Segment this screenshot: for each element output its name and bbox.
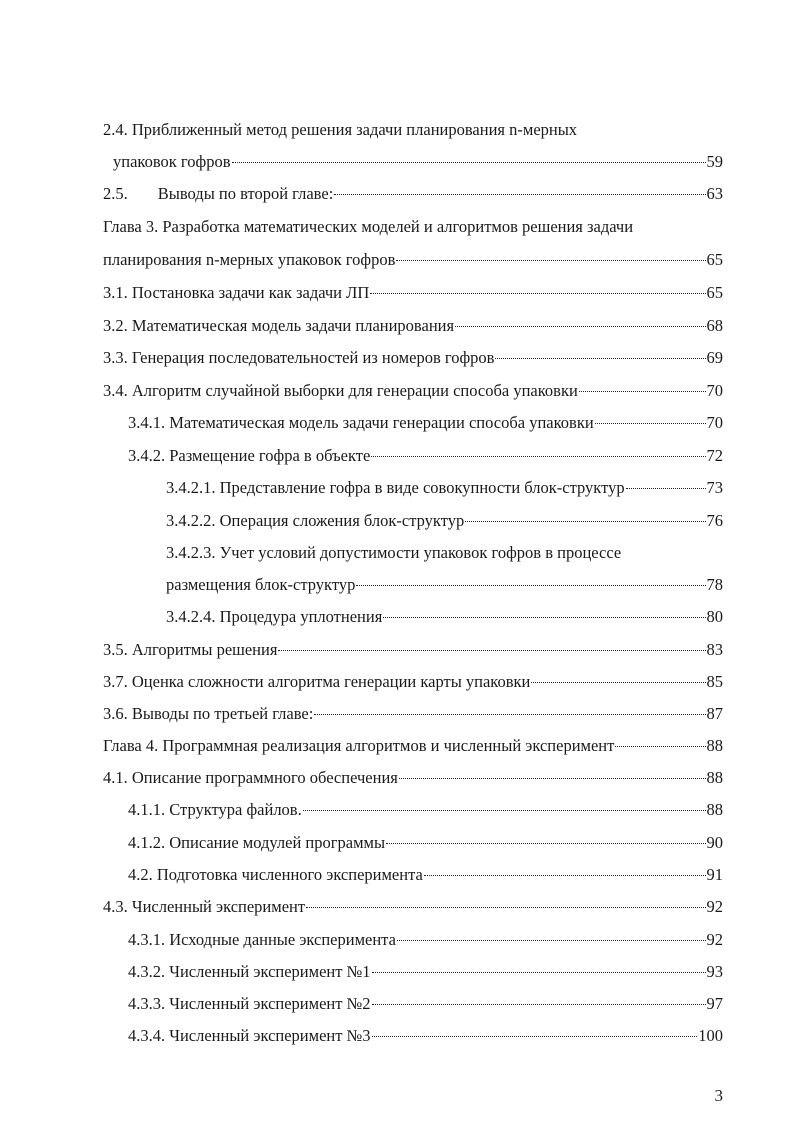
- leader-dots: [424, 875, 706, 876]
- toc-entry-page: 68: [706, 316, 723, 335]
- leader-dots: [303, 810, 706, 811]
- toc-entry-4-2: [128, 864, 723, 886]
- toc-entry-page: 92: [706, 897, 723, 916]
- toc-entry-title: упаковок гофров: [113, 152, 231, 171]
- toc-entry-page: 97: [706, 994, 723, 1013]
- leader-dots: [595, 423, 706, 424]
- toc-entry-4-1-2: [128, 832, 723, 854]
- toc-entry-page: 100: [698, 1026, 723, 1045]
- toc-entry-title: 4.3.4. Численный эксперимент №3: [128, 1026, 371, 1045]
- toc-entry-title: 3.4.2.4. Процедура уплотнения: [166, 607, 383, 626]
- toc-entry-page: 78: [706, 575, 723, 594]
- toc-entry-title: 3.1. Постановка задачи как задачи ЛП: [103, 283, 370, 302]
- toc-entry-title: 2.4. Приближенный метод решения задачи планирования n-мерных: [103, 120, 578, 139]
- toc-entry-3-6: [103, 703, 723, 725]
- leader-dots: [626, 488, 706, 489]
- toc-entry-title: 4.3.2. Численный эксперимент №1: [128, 962, 371, 981]
- toc-entry-title: 4.3.1. Исходные данные эксперимента: [128, 930, 396, 949]
- toc-entry-page: 70: [706, 413, 723, 432]
- toc-entry-3-4-2-2: [166, 510, 723, 532]
- leader-dots: [232, 162, 706, 163]
- leader-dots: [383, 617, 705, 618]
- toc-entry-title: 3.4.2. Размещение гофра в объекте: [128, 446, 371, 465]
- leader-dots: [314, 714, 705, 715]
- toc-entry-title: Выводы по второй главе:: [157, 184, 334, 203]
- toc-entry-number: 2.5.: [103, 184, 128, 203]
- toc-entry-3-3: [103, 347, 723, 369]
- toc-entry-page: 87: [706, 704, 723, 723]
- toc-entry-page: 65: [706, 250, 723, 269]
- toc-entry-3-4-2-3: [166, 542, 621, 564]
- leader-dots: [465, 521, 705, 522]
- toc-entry-3-2: [103, 315, 723, 337]
- leader-dots: [306, 907, 705, 908]
- toc-entry-title: 4.3.3. Численный эксперимент №2: [128, 994, 371, 1013]
- leader-dots: [372, 972, 706, 973]
- toc-entry-2-4: [103, 119, 577, 141]
- toc-entry-title: 3.3. Генерация последовательностей из номеров гофров: [103, 348, 495, 367]
- toc-entry-title: 3.4.2.3. Учет условий допустимости упаковок гофров в процессе: [166, 543, 622, 562]
- toc-entry-4-3-3: [128, 993, 723, 1015]
- toc-entry-page: 73: [706, 478, 723, 497]
- leader-dots: [579, 391, 706, 392]
- toc-entry-3-4: [103, 380, 723, 402]
- toc-entry-chapter-3-cont: [103, 249, 723, 271]
- leader-dots: [615, 746, 705, 747]
- leader-dots: [397, 940, 706, 941]
- toc-entry-page: 88: [706, 736, 723, 755]
- toc-entry-chapter-4: [103, 735, 723, 757]
- toc-entry-3-5: [103, 639, 723, 661]
- toc-entry-4-3-2: [128, 961, 723, 983]
- toc-entry-title: 3.2. Математическая модель задачи планирования: [103, 316, 455, 335]
- toc-entry-page: 70: [706, 381, 723, 400]
- toc-entry-3-1: [103, 282, 723, 304]
- toc-entry-title: планирования n-мерных упаковок гофров: [103, 250, 396, 269]
- leader-dots: [372, 1004, 706, 1005]
- toc-entry-page: 63: [706, 184, 723, 203]
- toc-entry-title: 4.1. Описание программного обеспечения: [103, 768, 398, 787]
- toc-entry-4-1-1: [128, 799, 723, 821]
- toc-entry-page: 88: [706, 800, 723, 819]
- toc-entry-4-3-4: [128, 1025, 723, 1047]
- toc-entry-4-3: [103, 896, 723, 918]
- toc-entry-4-1: [103, 767, 723, 789]
- toc-entry-title: 3.6. Выводы по третьей главе:: [103, 704, 314, 723]
- toc-entry-page: 83: [706, 640, 723, 659]
- leader-dots: [455, 326, 705, 327]
- toc-entry-page: 65: [706, 283, 723, 302]
- toc-entry-page: 91: [706, 865, 723, 884]
- toc-entry-3-4-2: [128, 445, 723, 467]
- toc-entry-2-4-cont: [113, 151, 723, 173]
- leader-dots: [386, 843, 705, 844]
- toc-entry-4-3-1: [128, 929, 723, 951]
- toc-entry-page: 93: [706, 962, 723, 981]
- toc-entry-3-4-2-1: [166, 477, 723, 499]
- toc-entry-title: Глава 4. Программная реализация алгоритмов и численный эксперимент: [103, 736, 615, 755]
- toc-entry-3-7: [103, 671, 723, 693]
- leader-dots: [334, 194, 705, 195]
- toc-entry-page: 59: [706, 152, 723, 171]
- toc-entry-title: 3.7. Оценка сложности алгоритма генерации карты упаковки: [103, 672, 531, 691]
- toc-entry-3-4-1: [128, 412, 723, 434]
- leader-dots: [370, 293, 705, 294]
- toc-entry-page: 69: [706, 348, 723, 367]
- toc-entry-title: Глава 3. Разработка математических моделей и алгоритмов решения задачи: [103, 217, 634, 236]
- leader-dots: [531, 682, 705, 683]
- leader-dots: [356, 585, 705, 586]
- toc-entry-title: 4.3. Численный эксперимент: [103, 897, 306, 916]
- page-number: 3: [714, 1086, 723, 1105]
- toc-entry-title: 3.4. Алгоритм случайной выборки для генерации способа упаковки: [103, 381, 578, 400]
- leader-dots: [372, 1036, 698, 1037]
- leader-dots: [399, 778, 706, 779]
- toc-entry-2-5: [103, 183, 723, 205]
- leader-dots: [371, 456, 705, 457]
- toc-entry-3-4-2-4: [166, 606, 723, 628]
- toc-entry-3-4-2-3-cont: [166, 574, 723, 596]
- toc-entry-page: 80: [706, 607, 723, 626]
- toc-entry-chapter-3: [103, 216, 633, 238]
- toc-entry-page: 90: [706, 833, 723, 852]
- toc-entry-page: 76: [706, 511, 723, 530]
- toc-entry-title: 3.4.2.1. Представление гофра в виде совокупности блок-структур: [166, 478, 625, 497]
- toc-entry-page: 92: [706, 930, 723, 949]
- toc-entry-page: 72: [706, 446, 723, 465]
- toc-entry-title: 4.1.1. Структура файлов.: [128, 800, 302, 819]
- leader-dots: [396, 260, 705, 261]
- toc-entry-title: размещения блок-структур: [166, 575, 356, 594]
- toc-entry-page: 85: [706, 672, 723, 691]
- toc-entry-page: 88: [706, 768, 723, 787]
- leader-dots: [495, 358, 705, 359]
- toc-entry-title: 3.4.1. Математическая модель задачи генерации способа упаковки: [128, 413, 594, 432]
- toc-entry-title: 4.1.2. Описание модулей программы: [128, 833, 386, 852]
- toc-entry-title: 3.5. Алгоритмы решения: [103, 640, 278, 659]
- toc-entry-title: 4.2. Подготовка численного эксперимента: [128, 865, 423, 884]
- toc-entry-title: 3.4.2.2. Операция сложения блок-структур: [166, 511, 465, 530]
- leader-dots: [278, 650, 705, 651]
